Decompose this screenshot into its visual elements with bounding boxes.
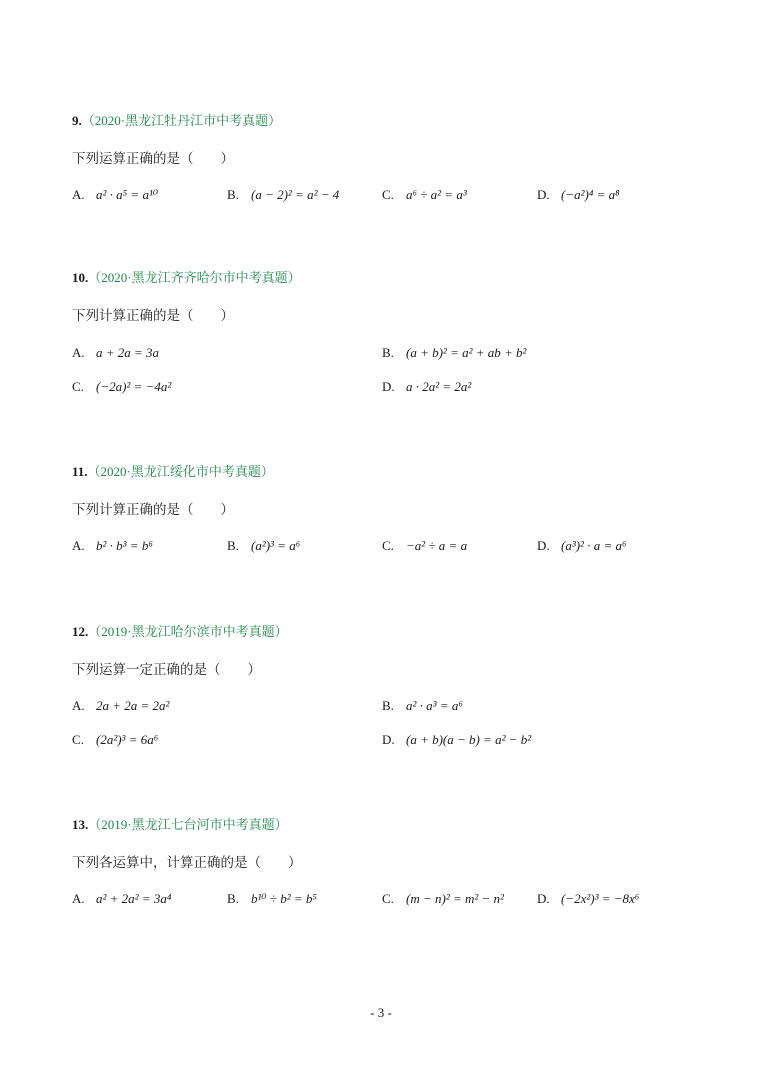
option-c <box>72 732 158 748</box>
option-b <box>227 538 300 554</box>
option-label: C. <box>72 379 84 394</box>
question-source-tag: （2020·黑龙江齐齐哈尔市中考真题） <box>88 270 301 285</box>
question-source-tag: （2019·黑龙江七台河市中考真题） <box>88 817 288 832</box>
option-math: b² · b³ = b⁶ <box>96 538 153 553</box>
question-stem: 下列计算正确的是（ ） <box>72 502 234 517</box>
question-number: 12. <box>72 624 89 639</box>
option-math: (−a²)⁴ = a⁸ <box>561 187 620 202</box>
option-label: C. <box>382 187 394 202</box>
question-source-tag: （2020·黑龙江牡丹江市中考真题） <box>81 113 282 128</box>
option-b <box>382 698 463 714</box>
question-number: 11. <box>72 464 88 479</box>
option-label: D. <box>537 538 550 553</box>
option-label: D. <box>382 732 395 747</box>
option-math: (a + b)(a − b) = a² − b² <box>406 732 532 747</box>
option-math: a² · a⁵ = a¹⁰ <box>96 187 159 202</box>
question-number: 13. <box>72 817 89 832</box>
option-math: (m − n)² = m² − n² <box>406 891 504 906</box>
option-math: a · 2a² = 2a² <box>406 379 472 394</box>
option-math: −a² ÷ a = a <box>406 538 468 553</box>
option-label: A. <box>72 345 85 360</box>
option-label: D. <box>382 379 395 394</box>
option-d <box>382 732 531 748</box>
option-math: b¹⁰ ÷ b² = b⁵ <box>251 891 317 906</box>
option-label: A. <box>72 187 85 202</box>
option-label: A. <box>72 891 85 906</box>
option-c <box>382 187 467 203</box>
page-number: - 3 - <box>370 1005 392 1020</box>
option-label: B. <box>227 538 239 553</box>
option-math: a + 2a = 3a <box>96 345 160 360</box>
option-a <box>72 698 169 714</box>
option-a <box>72 891 171 907</box>
option-label: D. <box>537 187 550 202</box>
option-label: A. <box>72 538 85 553</box>
option-math: a⁶ ÷ a² = a³ <box>406 187 467 202</box>
question-source <box>72 110 281 129</box>
option-math: (−2x²)³ = −8x⁶ <box>561 891 640 906</box>
option-b <box>227 891 317 907</box>
question-stem: 下列各运算中，计算正确的是（ ） <box>72 855 302 870</box>
option-math: a² · a³ = a⁶ <box>406 698 463 713</box>
option-math: (a + b)² = a² + ab + b² <box>406 345 527 360</box>
option-d <box>382 379 471 395</box>
question-number: 9. <box>72 113 82 128</box>
option-label: B. <box>382 698 394 713</box>
option-label: B. <box>227 891 239 906</box>
option-label: C. <box>382 538 394 553</box>
option-math: (a − 2)² = a² − 4 <box>251 187 340 202</box>
question-stem: 下列运算一定正确的是（ ） <box>72 662 261 677</box>
option-d <box>537 891 639 907</box>
option-label: C. <box>72 732 84 747</box>
option-math: (2a²)³ = 6a⁶ <box>96 732 159 747</box>
option-b <box>227 187 339 203</box>
option-label: B. <box>382 345 394 360</box>
option-math: (a²)³ = a⁶ <box>251 538 301 553</box>
option-label: C. <box>382 891 394 906</box>
question-source <box>72 267 301 286</box>
option-math: (a³)² · a = a⁶ <box>561 538 627 553</box>
question-source <box>72 461 274 480</box>
question-stem: 下列运算正确的是（ ） <box>72 151 234 166</box>
option-d <box>537 187 620 203</box>
option-a <box>72 187 158 203</box>
option-math: 2a + 2a = 2a² <box>96 698 170 713</box>
question-stem: 下列计算正确的是（ ） <box>72 308 234 323</box>
option-label: A. <box>72 698 85 713</box>
question-source-tag: （2019·黑龙江哈尔滨市中考真题） <box>88 624 288 639</box>
question-number: 10. <box>72 270 89 285</box>
question-source-tag: （2020·黑龙江绥化市中考真题） <box>87 464 274 479</box>
question-source <box>72 814 288 833</box>
option-c <box>382 538 467 554</box>
option-c <box>382 891 504 907</box>
option-label: B. <box>227 187 239 202</box>
option-a <box>72 538 153 554</box>
question-source <box>72 621 288 640</box>
option-d <box>537 538 627 554</box>
option-math: (−2a)² = −4a² <box>96 379 172 394</box>
option-label: D. <box>537 891 550 906</box>
option-c <box>72 379 171 395</box>
option-math: a² + 2a² = 3a⁴ <box>96 891 172 906</box>
option-b <box>382 345 526 361</box>
option-a <box>72 345 159 361</box>
